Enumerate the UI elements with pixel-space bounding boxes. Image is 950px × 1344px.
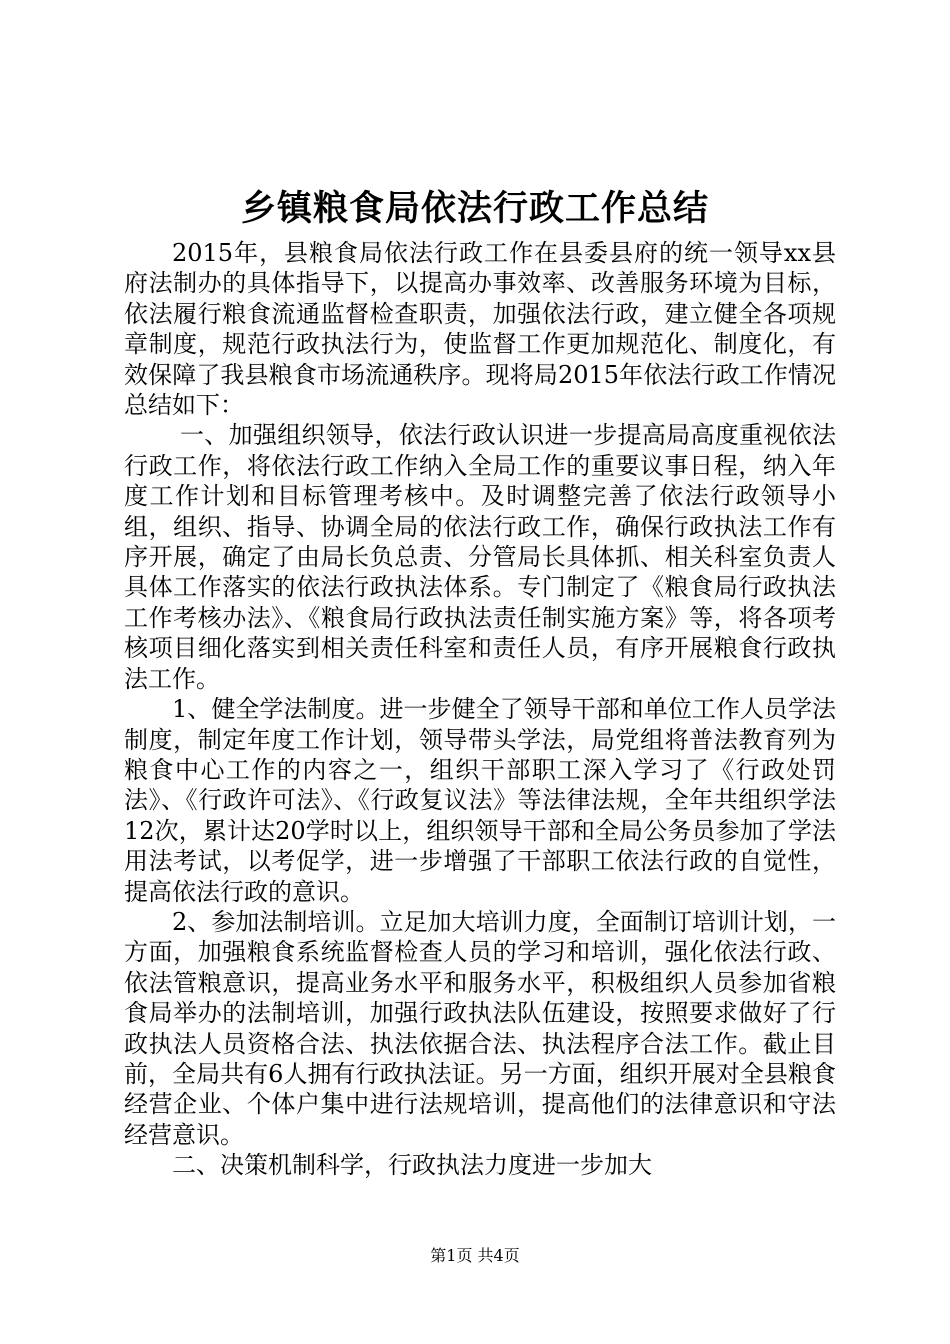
document-body	[124, 238, 836, 1181]
document-title: 乡镇粮食局依法行政工作总结	[240, 188, 709, 229]
paragraph-section-2: 二、决策机制科学，行政执法力度进一步加大	[172, 1151, 652, 1180]
page-footer: 第1页 共4页	[430, 1246, 520, 1265]
paragraph-section-1: 一、加强组织领导，依法行政认识进一步提高局高度重视依法行政工作，将依法行政工作纳入全局工作的重要议事日程，纳入年度工作计划和目标管理考核中。及时调整完善了依法行政领导小组，组织、指导、协调全局的依法行政工作，确保行政执法工作有序开展，确定了由局长负总责、分管局长具体抓、相关科室负责人具体工作落实的依法行政执法体系。专门制定了《粮食局行政执法工作考核办法》、《粮食局行政执法责任制实施方案》等，将各项考核项目细化落实到相关责任科室和责任人员，有序开展粮食行政执法工作。	[124, 421, 836, 693]
paragraph-item-2: 2、参加法制培训。立足加大培训力度，全面制订培训计划，一方面，加强粮食系统监督检查人员的学习和培训，强化依法行政、依法管粮意识，提高业务水平和服务水平，积极组织人员参加省粮食局举办的法制培训，加强行政执法队伍建设，按照要求做好了行政执法人员资格合法、执法依据合法、执法程序合法工作。截止目前，全局共有6人拥有行政执法证。另一方面，组织开展对全县粮食经营企业、个体户集中进行法规培训，提高他们的法律意识和守法经营意识。	[124, 907, 836, 1149]
paragraph-intro: 2015年，县粮食局依法行政工作在县委县府的统一领导xx县府法制办的具体指导下，以提高办事效率、改善服务环境为目标，依法履行粮食流通监督检查职责，加强依法行政，建立健全各项规章制度，规范行政执法行为，使监督工作更加规范化、制度化，有效保障了我县粮食市场流通秩序。现将局2015年依法行政工作情况总结如下：	[124, 239, 836, 420]
paragraph-item-1: 1、健全学法制度。进一步健全了领导干部和单位工作人员学法制度，制定年度工作计划，领导带头学法，局党组将普法教育列为粮食中心工作的内容之一，组织干部职工深入学习了《行政处罚法》、《行政许可法》、《行政复议法》等法律法规，全年共组织学法12次，累计达20学时以上，组织领导干部和全局公务员参加了学法用法考试，以考促学，进一步增强了干部职工依法行政的自觉性，提高依法行政的意识。	[124, 695, 836, 906]
